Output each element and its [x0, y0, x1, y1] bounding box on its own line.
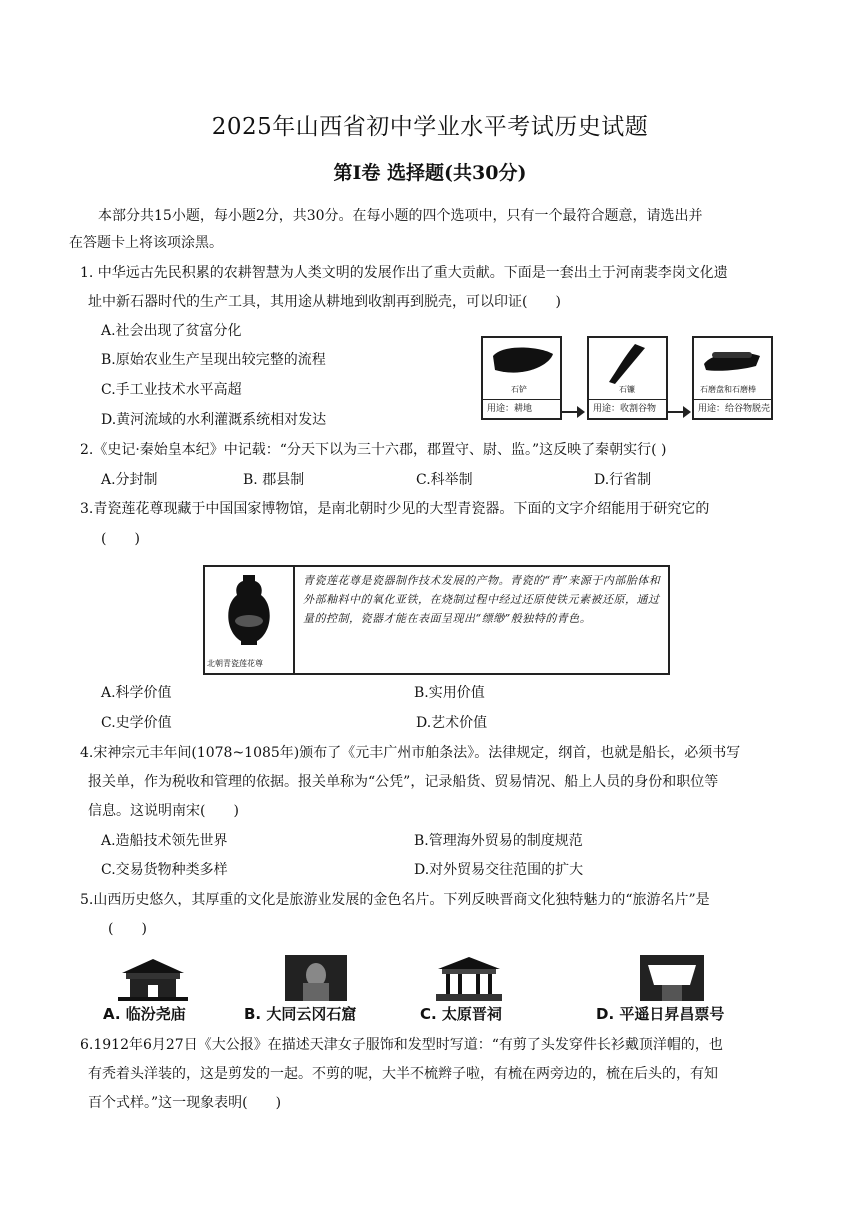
- relic-divider: [293, 567, 295, 673]
- q2-option-c[interactable]: C.科举制: [416, 472, 473, 488]
- celadon-vase-image: [205, 569, 293, 655]
- q4-stem-line-2: 报关单，作为税收和管理的依据。报关单称为“公凭”，记录船货、贸易情况、船上人员的身份和职位等: [88, 774, 719, 790]
- q3-option-a[interactable]: A.科学价值: [101, 685, 172, 701]
- q6-stem-line-1: 6.1912年6月27日《大公报》在描述天津女子服饰和发型时写道：“有剪了头发穿件长衫戴顶洋帽的，也: [80, 1037, 723, 1053]
- page-title: 2025年山西省初中学业水平考试历史试题: [211, 114, 649, 140]
- q6-stem-line-3: 百个式样。”这一现象表明( ): [88, 1095, 282, 1111]
- intro-line-1: 本部分共15小题，每小题2分，共30分。在每小题的四个选项中，只有一个最符合题意，请选出并: [98, 208, 703, 224]
- intro-line-2: 在答题卡上将该项涂黑。: [69, 235, 223, 251]
- q4-option-b[interactable]: B.管理海外贸易的制度规范: [414, 833, 583, 849]
- q3-option-b[interactable]: B.实用价值: [414, 685, 485, 701]
- relic-description: 青瓷莲花尊是瓷器制作技术发展的产物。青瓷的“青”来源于内部胎体和外部釉料中的氧化亚铁，在烧制过程中经过还原使铁元素被还原，通过量的控制，瓷器才能在表面呈现出“缥缈”般独特的青色。: [303, 574, 661, 625]
- jinci-temple-image: [436, 955, 502, 1001]
- q5-stem-line-1: 5.山西历史悠久，其厚重的文化是旅游业发展的金色名片。下列反映晋商文化独特魅力的“旅游名片”是: [80, 892, 710, 908]
- q1-option-b[interactable]: B.原始农业生产呈现出较完整的流程: [101, 352, 326, 368]
- yungang-grottoes-image: [285, 955, 347, 1001]
- tool3-use: 用途：给谷物脱壳: [694, 399, 771, 418]
- q4-option-d[interactable]: D.对外贸易交往范围的扩大: [414, 862, 584, 878]
- tool-sickle-figure: [587, 336, 668, 420]
- q4-stem-line-1: 4.宋神宗元丰年间(1078~1085年)颁布了《元丰广州市舶条法》。法律规定，纲首，也就是船长，必须书写: [80, 745, 741, 761]
- q3-option-c[interactable]: C.史学价值: [101, 715, 172, 731]
- tool-millstone-figure: [692, 336, 773, 420]
- arrow-1: [561, 411, 583, 413]
- q5-option-a[interactable]: A. 临汾尧庙: [103, 1005, 186, 1023]
- q1-option-d[interactable]: D.黄河流域的水利灌溉系统相对发达: [101, 412, 327, 428]
- q4-option-c[interactable]: C.交易货物种类多样: [101, 862, 228, 878]
- relic-caption: 北朝青瓷莲花尊: [207, 659, 263, 668]
- tool2-name: 石镰: [619, 385, 635, 394]
- q2-stem-line-1: 2.《史记·秦始皇本纪》中记载：“分天下以为三十六郡，郡置守、尉、监。”这反映了秦朝实行( ): [80, 442, 667, 458]
- q5-option-c[interactable]: C. 太原晋祠: [420, 1005, 502, 1023]
- section-subtitle: 第Ⅰ卷 选择题(共30分): [333, 162, 527, 184]
- q5-option-b[interactable]: B. 大同云冈石窟: [244, 1005, 357, 1023]
- tool2-use: 用途：收割谷物: [589, 399, 666, 418]
- q4-option-a[interactable]: A.造船技术领先世界: [101, 833, 228, 849]
- q1-option-a[interactable]: A.社会出现了贫富分化: [101, 323, 242, 339]
- q4-stem-line-3: 信息。这说明南宋( ): [88, 803, 239, 819]
- tool3-name: 石磨盘和石磨棒: [700, 385, 756, 394]
- tool-shovel-figure: [481, 336, 562, 420]
- tool1-use: 用途：耕地: [483, 399, 560, 418]
- q3-stem-line-1: 3.青瓷莲花尊现藏于中国国家博物馆，是南北朝时少见的大型青瓷器。下面的文字介绍能用于研究它的: [80, 501, 710, 517]
- q2-option-d[interactable]: D.行省制: [594, 472, 652, 488]
- q3-option-d[interactable]: D.艺术价值: [416, 715, 488, 731]
- q6-stem-line-2: 有秃着头洋装的，这是剪发的一起。不剪的呢，大半不梳辫子啦，有梳在两旁边的，梳在后头的，有知: [88, 1066, 718, 1082]
- q1-stem-line-2: 址中新石器时代的生产工具，其用途从耕地到收割再到脱壳，可以印证( ): [88, 294, 561, 310]
- q5-option-d[interactable]: D. 平遥日昇昌票号: [596, 1005, 725, 1023]
- yao-temple-image: [118, 955, 188, 1001]
- arrow-2: [667, 411, 689, 413]
- rishengchang-bank-image: [640, 955, 704, 1001]
- q1-stem-line-1: 1. 中华远古先民积累的农耕智慧为人类文明的发展作出了重大贡献。下面是一套出土于河南裴李岗文化遗: [80, 265, 728, 281]
- q3-stem-line-2: ( ): [101, 531, 140, 547]
- q1-option-c[interactable]: C.手工业技术水平高超: [101, 382, 242, 398]
- celadon-vessel-figure: [203, 565, 670, 675]
- tool1-name: 石铲: [511, 385, 527, 394]
- q2-option-b[interactable]: B. 郡县制: [243, 472, 305, 488]
- q5-stem-line-2: ( ): [108, 921, 147, 937]
- q2-option-a[interactable]: A.分封制: [101, 472, 158, 488]
